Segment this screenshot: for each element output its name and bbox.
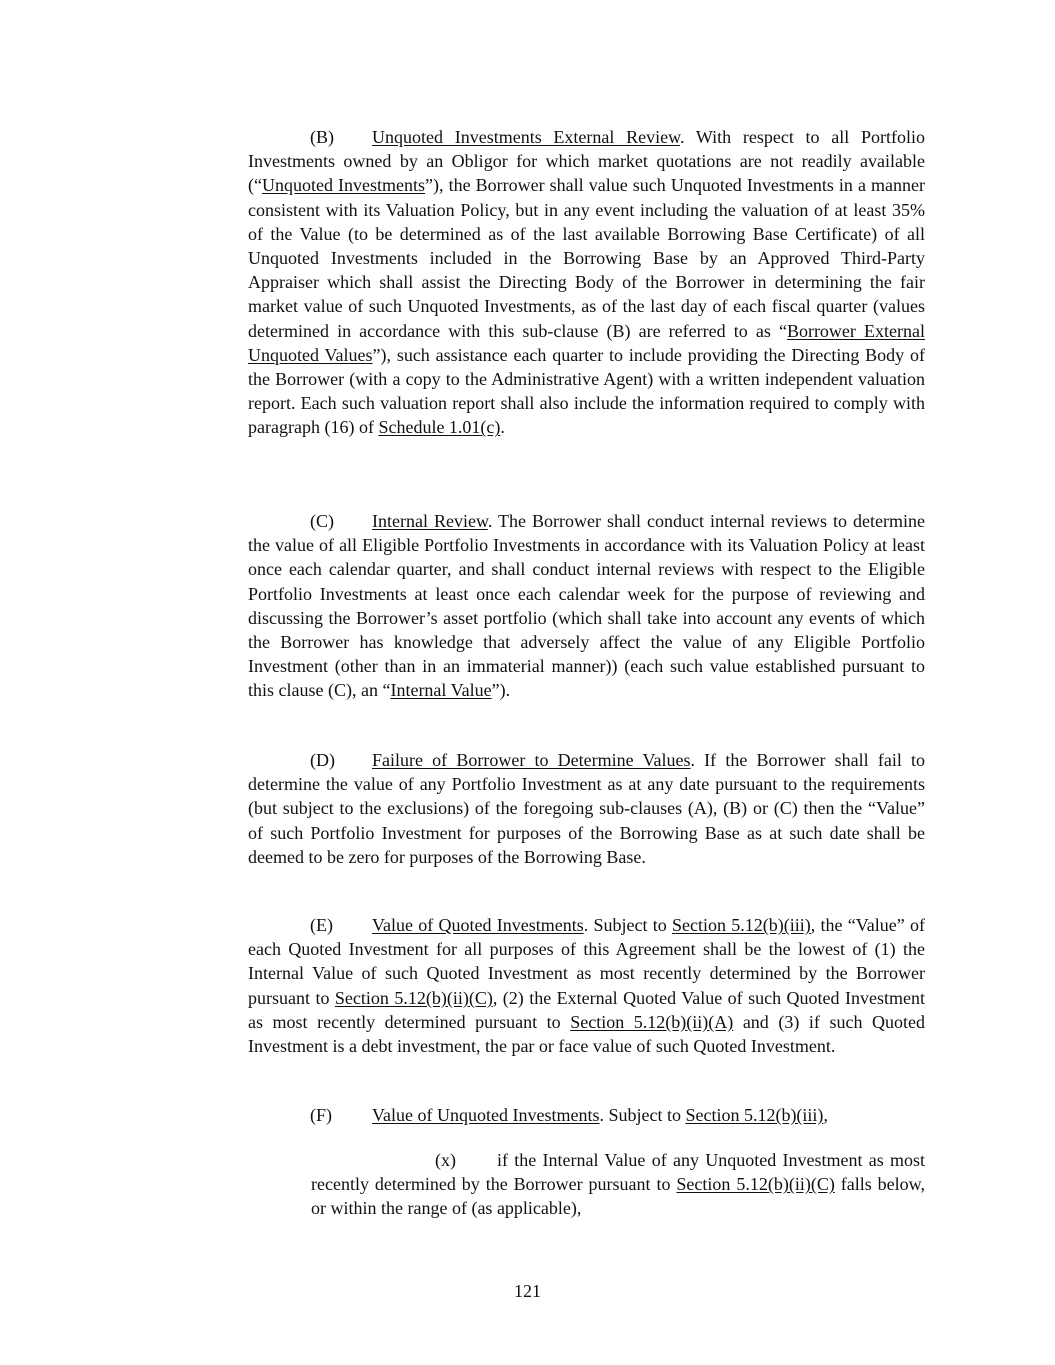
- text-span: .: [500, 417, 505, 438]
- paragraph-b: [248, 125, 925, 440]
- text-span: and (3) if such Quoted Investment is a debt investment, the par or face value of such Quoted Investment.: [248, 1011, 925, 1057]
- clause-heading-f: Value of Unquoted Investments: [372, 1105, 600, 1125]
- text-span: falls below, or within the range of (as applicable),: [311, 1174, 926, 1219]
- page-number: 121: [514, 1281, 541, 1301]
- clause-label-f: (F): [310, 1105, 332, 1125]
- paragraph-f: [248, 1103, 828, 1127]
- paragraph-d: [248, 748, 925, 869]
- clause-label-b: (B): [310, 127, 334, 147]
- text-span: . The Borrower shall conduct internal reviews to determine the value of all Eligible Portfolio Investments in accordance with its Valuation Policy at least once each calendar quarter, and shall conduct internal reviews with respect to the Eligible Portfolio Investments at least once each calendar week for the purpose of reviewing and discussing the Borrower’s asset portfolio (which shall take into account any events of which the Borrower has knowledge that adversely affect the value of any Eligible Portfolio Investment (other than in an immaterial manner)) (each such value established pursuant to this clause (C), an “: [248, 511, 925, 701]
- text-span: . With respect to all Portfolio Investments owned by an Obligor for which market quotations are not readily available (“: [248, 127, 925, 196]
- clause-label-x: (x): [435, 1150, 456, 1170]
- clause-label-e: (E): [310, 915, 333, 935]
- text-span: , (2) the External Quoted Value of such Quoted Investment as most recently determined pursuant to: [248, 987, 925, 1032]
- cross-reference: Section 5.12(b)(iii): [685, 1105, 824, 1125]
- clause-heading-b: Unquoted Investments External Review: [372, 127, 680, 147]
- subparagraph-x: [311, 1148, 925, 1221]
- text-span: , the “Value” of each Quoted Investment for all purposes of this Agreement shall be the lowest of (1) the Internal Value of such Quoted Investment as most recently determined by the Borrower pursuant to: [248, 915, 925, 1008]
- cross-reference: Section 5.12(b)(ii)(C): [334, 987, 493, 1008]
- text-span: . Subject to: [583, 915, 673, 935]
- paragraph-e: [248, 913, 925, 1058]
- defined-term: Unquoted Investments: [261, 175, 426, 196]
- text-span: if the Internal Value of any Unquoted Investment as most recently determined by the Borrower pursuant to: [311, 1150, 925, 1195]
- text-span: ”).: [491, 680, 511, 701]
- text-span: ”), the Borrower shall value such Unquoted Investments in a manner consistent with its Valuation Policy, but in any event including the valuation of at least 35% of the Value (to be determined as of the last available Borrowing Base Certificate) of all Unquoted Investments included in the Borrowing Base by an Approved Third-Party Appraiser which shall assist the Directing Body of the Borrower in determining the fair market value of such Unquoted Investments, as of the last day of each fiscal quarter (values determined in accordance with this sub-clause (B) are referred to as “: [248, 175, 926, 341]
- clause-label-c: (C): [310, 511, 334, 531]
- text-span: ”), such assistance each quarter to include providing the Directing Body of the Borrower (with a copy to the Administrative Agent) with a written independent valuation report. Each such valuation report shall also include the information required to comply with paragraph (16) of: [248, 344, 925, 438]
- clause-heading-c: Internal Review: [372, 511, 488, 531]
- clause-heading-e: Value of Quoted Investments: [372, 915, 584, 935]
- cross-reference: Section 5.12(b)(ii)(A): [570, 1011, 734, 1032]
- text-span: ,: [823, 1105, 828, 1125]
- text-span: . Subject to: [599, 1105, 686, 1125]
- clause-label-d: (D): [310, 750, 335, 770]
- defined-term: Borrower External Unquoted Values: [248, 320, 925, 365]
- paragraph-c: [248, 509, 925, 703]
- clause-heading-d: Failure of Borrower to Determine Values: [372, 750, 691, 770]
- cross-reference: Section 5.12(b)(ii)(C): [676, 1174, 835, 1195]
- text-span: . If the Borrower shall fail to determine the value of any Portfolio Investment as at any date pursuant to the requirements (but subject to the exclusions) of the foregoing sub-clauses (A), (B) or (C) then the “Value” of such Portfolio Investment for purposes of the Borrowing Base as at such date shall be deemed to be zero for purposes of the Borrowing Base.: [248, 750, 925, 867]
- defined-term: Internal Value: [390, 680, 492, 701]
- cross-reference: Schedule 1.01(c): [378, 417, 501, 438]
- cross-reference: Section 5.12(b)(iii): [672, 915, 811, 935]
